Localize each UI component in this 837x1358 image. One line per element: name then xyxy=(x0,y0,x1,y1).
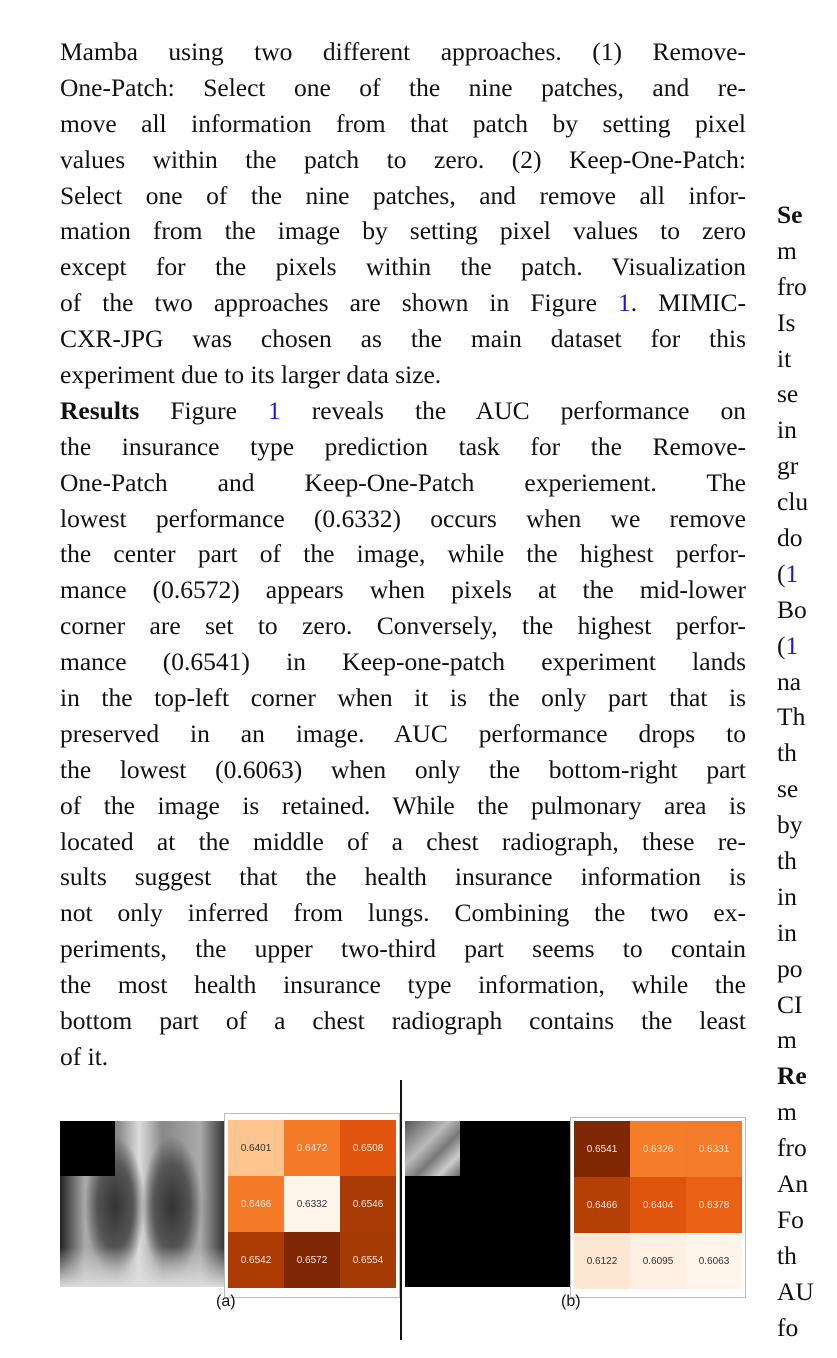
heatmap-remove-one-patch xyxy=(224,1113,400,1298)
text-segment: the most health insurance type information, while the xyxy=(60,970,746,1000)
figure-ref-link[interactable]: 1 xyxy=(617,288,631,318)
text-segment: the lowest (0.6063) when only the bottom-right part xyxy=(60,754,746,784)
text-line xyxy=(60,178,746,214)
text-line xyxy=(60,70,746,106)
text-segment: fro xyxy=(777,1133,807,1163)
text-segment: An xyxy=(777,1169,809,1199)
text-line xyxy=(60,321,746,357)
paragraph-heading: Results xyxy=(60,395,140,425)
text-segment: the insurance type prediction task for the Remove- xyxy=(60,431,746,461)
text-line xyxy=(777,1022,837,1058)
text-segment: do xyxy=(777,523,803,553)
right-column-text-clipped xyxy=(777,197,837,1346)
text-segment: bottom part of a chest radiograph contains the least xyxy=(60,1006,746,1036)
text-segment: po xyxy=(777,953,803,983)
text-line xyxy=(777,556,837,592)
text-line xyxy=(777,664,837,700)
caption-a: (a) xyxy=(216,1293,236,1310)
text-line xyxy=(60,536,746,572)
text-line xyxy=(60,824,746,860)
text-segment: m xyxy=(777,1097,797,1127)
text-segment: preserved in an image. AUC performance drops to xyxy=(60,718,746,748)
text-segment: lowest performance (0.6332) occurs when we remove xyxy=(60,503,746,533)
text-line xyxy=(777,197,837,233)
left-column-text xyxy=(60,34,746,1075)
text-segment: th xyxy=(777,846,797,876)
text-segment: se xyxy=(777,379,799,409)
text-line xyxy=(60,285,746,321)
heatmap-cell: 0.6542 xyxy=(228,1232,284,1288)
text-segment: of the image is retained. While the pulmonary area is xyxy=(60,790,746,820)
text-segment: by xyxy=(777,810,803,840)
text-segment: in xyxy=(777,881,797,911)
text-segment: se xyxy=(777,774,799,804)
text-line xyxy=(777,520,837,556)
text-segment: Mamba using two different approaches. (1) Remove- xyxy=(60,37,746,66)
text-segment: One-Patch and Keep-One-Patch experiement. The xyxy=(60,467,746,497)
text-segment: Select one of the nine patches, and remove all infor- xyxy=(60,180,746,210)
text-segment: mance (0.6541) in Keep-one-patch experiment lands xyxy=(60,647,746,677)
text-line xyxy=(777,1310,837,1346)
text-segment: AU xyxy=(777,1276,814,1306)
text-line xyxy=(777,341,837,377)
heatmap-cell: 0.6378 xyxy=(686,1177,742,1233)
text-segment: corner are set to zero. Conversely, the highest perfor- xyxy=(60,611,746,641)
text-line xyxy=(777,1130,837,1166)
text-line xyxy=(777,843,837,879)
heatmap-keep-one-patch xyxy=(570,1117,746,1298)
text-line xyxy=(60,931,746,967)
text-segment: experiment due to its larger data size. xyxy=(60,360,442,390)
text-line xyxy=(777,484,837,520)
text-segment: except for the pixels within the patch. Visualization xyxy=(60,252,746,282)
text-segment: fo xyxy=(777,1312,799,1342)
figure-divider xyxy=(400,1080,402,1340)
text-segment: mation from the image by setting pixel values to zero xyxy=(60,216,746,246)
text-line xyxy=(777,771,837,807)
heatmap-cell: 0.6332 xyxy=(284,1176,340,1232)
text-segment: values within the patch to zero. (2) Keep-One-Patch: xyxy=(60,144,746,174)
figure-ref-link[interactable]: 1 xyxy=(267,395,281,425)
text-line xyxy=(777,628,837,664)
text-segment: ( xyxy=(777,558,786,588)
text-segment: na xyxy=(777,666,802,696)
kept-patch xyxy=(405,1121,460,1176)
text-line xyxy=(777,1202,837,1238)
text-line xyxy=(60,1039,746,1075)
text-segment: ( xyxy=(777,630,786,660)
heatmap-cell: 0.6466 xyxy=(228,1176,284,1232)
text-line xyxy=(777,1094,837,1130)
heatmap-cell: 0.6122 xyxy=(574,1233,630,1289)
text-line xyxy=(777,807,837,843)
text-line xyxy=(60,644,746,680)
text-segment: clu xyxy=(777,487,809,517)
paragraph-heading: Se xyxy=(777,200,803,229)
text-line xyxy=(60,429,746,465)
heatmap-cell: 0.6546 xyxy=(340,1176,396,1232)
text-segment: the center part of the image, while the highest perfor- xyxy=(60,539,746,569)
text-line xyxy=(777,592,837,628)
text-segment: m xyxy=(777,235,797,265)
text-line xyxy=(777,376,837,412)
heatmap-cell: 0.6404 xyxy=(630,1177,686,1233)
text-line xyxy=(60,357,746,393)
text-segment: gr xyxy=(777,451,799,481)
heatmap-cell: 0.6466 xyxy=(574,1177,630,1233)
text-line xyxy=(60,1003,746,1039)
text-segment: reveals the AUC performance on xyxy=(280,395,747,425)
text-line xyxy=(777,305,837,341)
text-line xyxy=(60,895,746,931)
text-line xyxy=(60,859,746,895)
text-segment: th xyxy=(777,738,797,768)
text-line xyxy=(777,1058,837,1094)
heatmap-cell: 0.6508 xyxy=(340,1120,396,1176)
text-segment: in xyxy=(777,415,797,445)
text-segment: of the two approaches are shown in Figure xyxy=(60,288,618,318)
text-line xyxy=(60,249,746,285)
text-segment: Th xyxy=(777,702,806,732)
text-line xyxy=(60,465,746,501)
text-segment: Fo xyxy=(777,1204,804,1234)
heatmap-cell: 0.6541 xyxy=(574,1121,630,1177)
text-line xyxy=(777,1238,837,1274)
text-segment: of it. xyxy=(60,1041,109,1071)
heatmap-cell: 0.6095 xyxy=(630,1233,686,1289)
text-line xyxy=(777,915,837,951)
heatmap-cell: 0.6401 xyxy=(228,1120,284,1176)
paragraph-heading: Re xyxy=(777,1061,807,1091)
figure-ref-link[interactable]: 1 xyxy=(785,558,799,588)
text-line xyxy=(777,448,837,484)
text-line xyxy=(777,1166,837,1202)
text-line xyxy=(60,106,746,142)
text-line xyxy=(60,608,746,644)
text-line xyxy=(777,1274,837,1310)
text-line xyxy=(60,393,746,429)
heatmap-cell: 0.6554 xyxy=(340,1232,396,1288)
text-segment: periments, the upper two-third part seems to contain xyxy=(60,934,746,964)
heatmap-cell: 0.6063 xyxy=(686,1233,742,1289)
heatmap-cell: 0.6572 xyxy=(284,1232,340,1288)
text-segment: CXR-JPG was chosen as the main dataset for this xyxy=(60,324,746,354)
text-line xyxy=(777,879,837,915)
text-line xyxy=(777,412,837,448)
text-segment: CI xyxy=(777,989,803,1019)
text-segment: sults suggest that the health insurance information is xyxy=(60,862,746,892)
text-line xyxy=(60,788,746,824)
text-segment: not only inferred from lungs. Combining the two ex- xyxy=(60,898,746,928)
text-line xyxy=(60,572,746,608)
text-segment: Is xyxy=(777,307,796,337)
text-line xyxy=(777,735,837,771)
text-segment: th xyxy=(777,1240,797,1270)
text-line xyxy=(777,269,837,305)
chest-xray-remove-patch xyxy=(60,1121,225,1287)
text-segment: fro xyxy=(777,271,807,301)
text-segment: located at the middle of a chest radiograph, these re- xyxy=(60,826,746,856)
text-line xyxy=(60,213,746,249)
heatmap-cell: 0.6472 xyxy=(284,1120,340,1176)
text-line xyxy=(60,967,746,1003)
text-line xyxy=(60,142,746,178)
text-segment: Figure xyxy=(139,395,268,425)
text-line xyxy=(60,501,746,537)
text-line xyxy=(60,34,746,70)
text-segment: it xyxy=(777,343,792,373)
text-segment: mance (0.6572) appears when pixels at the mid-lower xyxy=(60,575,746,605)
text-segment: in xyxy=(777,917,797,947)
removed-patch xyxy=(60,1121,115,1176)
text-line xyxy=(60,680,746,716)
text-segment: One-Patch: Select one of the nine patches, and re- xyxy=(60,72,746,102)
text-line xyxy=(777,233,837,269)
chest-xray-keep-patch xyxy=(405,1121,570,1287)
caption-b: (b) xyxy=(561,1293,581,1310)
text-segment: . MIMIC- xyxy=(630,288,746,318)
text-segment: Bo xyxy=(777,594,807,624)
text-segment: in the top-left corner when it is the only part that is xyxy=(60,683,746,713)
text-line xyxy=(60,752,746,788)
text-segment: m xyxy=(777,1025,797,1055)
text-line xyxy=(60,716,746,752)
text-line xyxy=(777,987,837,1023)
heatmap-cell: 0.6326 xyxy=(630,1121,686,1177)
text-segment: move all information from that patch by setting pixel xyxy=(60,108,746,138)
figure-ref-link[interactable]: 1 xyxy=(785,630,799,660)
text-line xyxy=(777,951,837,987)
text-line xyxy=(777,699,837,735)
heatmap-cell: 0.6331 xyxy=(686,1121,742,1177)
